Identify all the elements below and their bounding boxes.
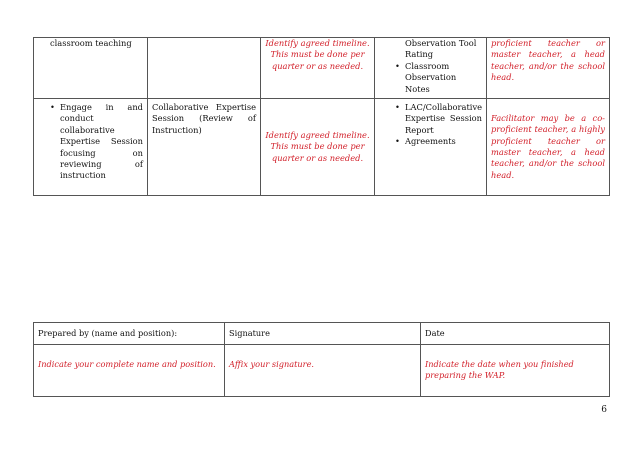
activity-text: classroom teaching [50,38,132,48]
output-cell [148,38,261,99]
means-text-1: Observation Tool Rating [405,38,477,60]
date-header: Date [421,323,610,345]
means-item: • LAC/Collaborative Expertise Session Report [405,102,482,136]
timeline-text: Identify agreed timeline. This must be done per quarter or as needed. [265,129,370,163]
table-row [34,345,610,397]
table-row [34,99,610,196]
plan-table [33,37,610,196]
table-row [34,323,610,345]
person-cell [487,99,610,196]
activity-cell [34,38,148,99]
timeline-cell [261,99,375,196]
activity-item: • Engage in and conduct collaborative Expertise Session focusing on reviewing of instruction [60,102,143,182]
prepared-by-header: Prepared by (name and position): [34,323,225,345]
prepared-by-value: Indicate your complete name and position. [34,345,225,397]
person-cell [487,38,610,99]
output-text: Collaborative Expertise Session (Review of Instruction) [152,102,256,135]
means-item: • Classroom Observation Notes [405,61,482,95]
signoff-table [33,322,610,397]
activity-cell [34,99,148,196]
means-cell [375,99,487,196]
date-value: Indicate the date when you finished preparing the WAP. [421,345,610,397]
page-number: 6 [601,405,607,415]
person-text: proficient teacher or master teacher, a head teacher, and/or the school head. [491,38,605,83]
output-cell [148,99,261,196]
timeline-text: Identify agreed timeline. This must be done per quarter or as needed. [265,38,370,71]
signature-value: Affix your signature. [225,345,421,397]
table-row [34,38,610,99]
means-cell [375,38,487,99]
person-text: Facilitator may be a co-proficient teacher, a highly proficient teacher or master teacher, a head teacher, and/or the school head. [491,112,605,180]
timeline-cell [261,38,375,99]
signature-header: Signature [225,323,421,345]
means-item: • Agreements [405,136,482,147]
